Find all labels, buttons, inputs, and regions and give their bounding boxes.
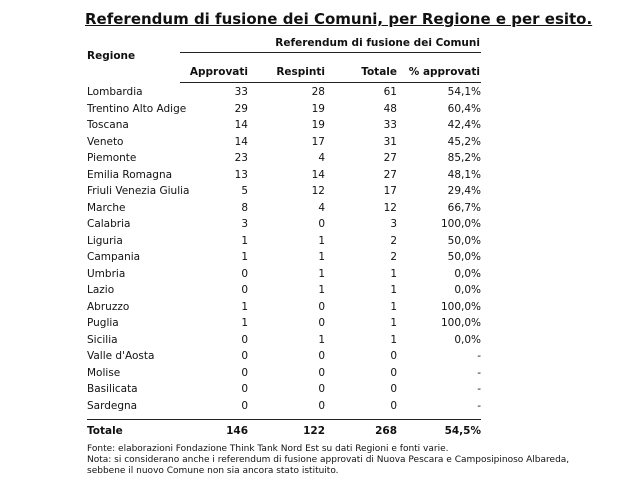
approvati-cell: 13 [234,168,248,181]
respinti-cell: 4 [318,152,325,164]
respinti-cell: 0 [318,366,325,379]
percent-cell: - [477,350,481,362]
region-cell: Puglia [87,317,119,329]
total-respinti: 122 [303,425,325,437]
total-top-rule [87,419,481,420]
region-cell: Valle d'Aosta [87,350,155,362]
approvati-cell: 14 [234,135,248,148]
column-headers [180,66,480,80]
respinti-cell: 17 [311,135,325,148]
totale-cell: 0 [390,350,397,362]
table-row [0,184,640,201]
table-row [0,102,640,119]
table-row [0,316,640,333]
approvati-cell: 29 [234,102,248,115]
table-row [0,333,640,350]
group-header: Referendum di fusione dei Comuni [275,37,480,49]
column-header-totale: Totale [361,66,397,78]
region-cell: Molise [87,366,121,379]
region-cell: Sicilia [87,333,118,346]
approvati-cell: 0 [241,399,248,412]
totale-cell: 31 [383,135,397,148]
table-row [0,135,640,152]
approvati-cell: 0 [241,350,248,362]
table-row [0,267,640,284]
region-cell: Trentino Alto Adige [87,102,187,115]
region-cell: Campania [87,251,141,263]
percent-cell: 66,7% [447,201,481,214]
row-header: Regione [87,50,136,62]
totale-cell: 1 [390,317,397,329]
respinti-cell: 0 [318,383,325,395]
respinti-cell: 0 [318,350,325,362]
table-row [0,217,640,234]
table-row [0,366,640,383]
total-row [0,425,640,439]
region-cell: Friuli Venezia Giulia [87,185,190,197]
source-note: Fonte: elaborazioni Fondazione Think Tank Nord Est su dati Regioni e fonti varie. [87,444,449,454]
region-cell: Marche [87,201,126,214]
respinti-cell: 14 [311,168,325,181]
table-row [0,234,640,251]
table-row [0,118,640,135]
percent-cell: 50,0% [447,234,481,247]
percent-cell: - [477,366,481,379]
totale-cell: 27 [383,152,397,164]
totale-cell: 17 [383,185,397,197]
respinti-cell: 28 [311,86,325,98]
percent-cell: 85,2% [447,152,481,164]
totale-cell: 1 [390,284,397,296]
table-row [0,399,640,416]
approvati-cell: 1 [241,251,248,263]
table-row [0,283,640,300]
totale-cell: 1 [390,267,397,280]
region-cell: Veneto [87,135,124,148]
totale-cell: 2 [390,234,397,247]
region-cell: Basilicata [87,383,138,395]
region-cell: Piemonte [87,152,137,164]
percent-cell: 48,1% [447,168,481,181]
respinti-cell: 1 [318,284,325,296]
header-bottom-rule [180,82,481,83]
percent-cell: 50,0% [447,251,481,263]
total-totale: 268 [375,425,397,437]
approvati-cell: 23 [234,152,248,164]
totale-cell: 27 [383,168,397,181]
percent-cell: 0,0% [454,333,481,346]
respinti-cell: 0 [318,317,325,329]
respinti-cell: 0 [318,399,325,412]
respinti-cell: 0 [318,218,325,230]
percent-cell: 54,1% [447,86,481,98]
respinti-cell: 19 [311,119,325,131]
region-cell: Emilia Romagna [87,168,173,181]
table-row [0,85,640,102]
region-cell: Lazio [87,284,115,296]
footnote-line-2: sebbene il nuovo Comune non sia ancora stato istituito. [87,466,339,476]
percent-cell: 0,0% [454,284,481,296]
table-row [0,168,640,185]
approvati-cell: 1 [241,317,248,329]
total-percent: 54,5% [444,425,481,437]
approvati-cell: 1 [241,234,248,247]
totale-cell: 33 [383,119,397,131]
totale-cell: 12 [383,201,397,214]
region-cell: Calabria [87,218,131,230]
region-cell: Lombardia [87,86,143,98]
region-cell: Umbria [87,267,126,280]
totale-cell: 0 [390,366,397,379]
respinti-cell: 1 [318,333,325,346]
approvati-cell: 8 [241,201,248,214]
table-title: Referendum di fusione dei Comuni, per Regione e per esito. [85,10,593,28]
totale-cell: 1 [390,300,397,313]
region-cell: Abruzzo [87,300,130,313]
respinti-cell: 12 [311,185,325,197]
total-label: Totale [87,425,123,437]
approvati-cell: 0 [241,267,248,280]
table-row [0,151,640,168]
approvati-cell: 1 [241,300,248,313]
totale-cell: 0 [390,383,397,395]
percent-cell: 100,0% [440,317,481,329]
approvati-cell: 33 [234,86,248,98]
percent-cell: 45,2% [447,135,481,148]
table-body [0,85,640,415]
approvati-cell: 14 [234,119,248,131]
approvati-cell: 0 [241,383,248,395]
respinti-cell: 1 [318,251,325,263]
approvati-cell: 0 [241,284,248,296]
approvati-cell: 3 [241,218,248,230]
table-row [0,300,640,317]
percent-cell: 29,4% [447,185,481,197]
region-cell: Sardegna [87,399,138,412]
percent-cell: 100,0% [440,218,481,230]
footnote-line-1: Nota: si considerano anche i referendum di fusione approvati di Nuova Pescara e Camposipinoso Albareda, [87,455,570,465]
respinti-cell: 1 [318,267,325,280]
approvati-cell: 5 [241,185,248,197]
column-header-percent: % approvati [408,66,480,78]
table-row [0,250,640,267]
totale-cell: 0 [390,399,397,412]
table-row [0,382,640,399]
respinti-cell: 4 [318,201,325,214]
table-row [0,349,640,366]
respinti-cell: 1 [318,234,325,247]
column-header-respinti: Respinti [276,66,325,78]
total-approvati: 146 [226,425,248,437]
percent-cell: - [477,399,481,412]
region-cell: Toscana [87,119,129,131]
totale-cell: 1 [390,333,397,346]
percent-cell: - [477,383,481,395]
region-cell: Liguria [87,234,123,247]
totale-cell: 61 [383,86,397,98]
respinti-cell: 0 [318,300,325,313]
approvati-cell: 0 [241,333,248,346]
column-header-approvati: Approvati [189,66,248,78]
approvati-cell: 0 [241,366,248,379]
totale-cell: 48 [383,102,397,115]
respinti-cell: 19 [311,102,325,115]
totale-cell: 2 [390,251,397,263]
percent-cell: 100,0% [440,300,481,313]
percent-cell: 60,4% [447,102,481,115]
totale-cell: 3 [390,218,397,230]
percent-cell: 0,0% [454,267,481,280]
table-row [0,201,640,218]
percent-cell: 42,4% [447,119,481,131]
group-header-rule [180,52,481,53]
